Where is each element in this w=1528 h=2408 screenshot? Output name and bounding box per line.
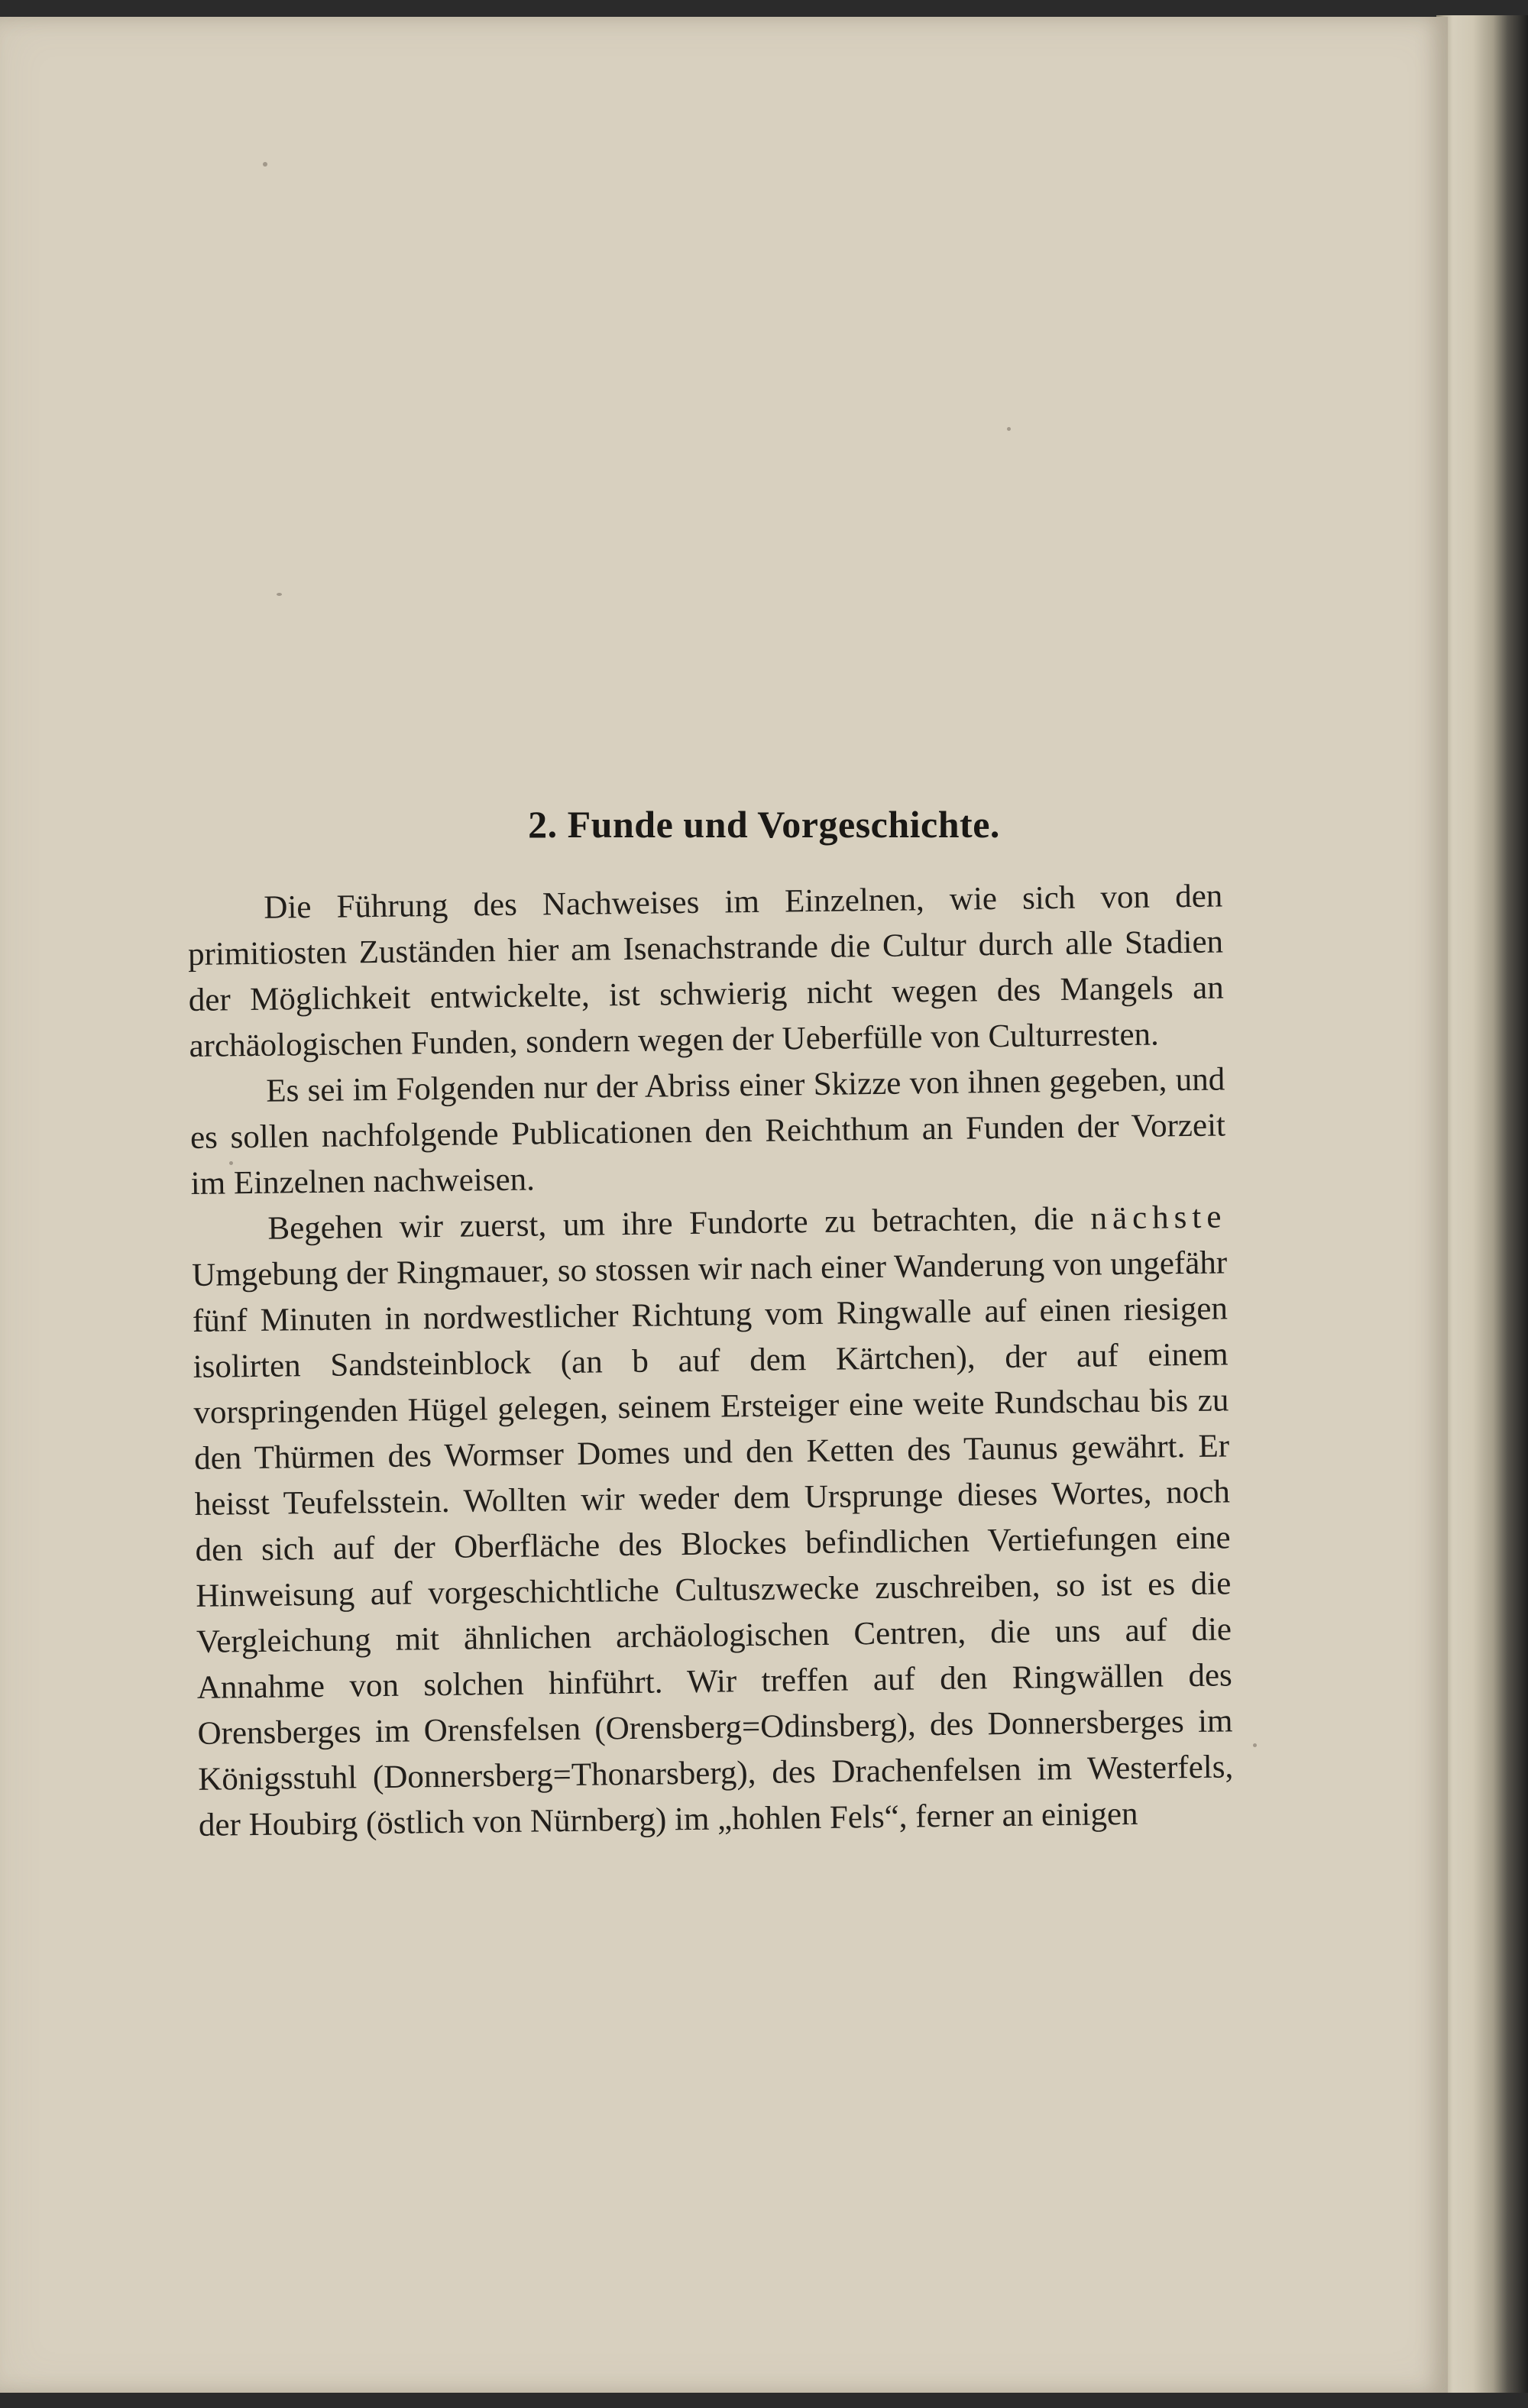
section-heading: 2. Funde und Vorgeschichte. <box>528 803 1000 846</box>
paper-speck <box>263 162 267 167</box>
body-text <box>187 873 1234 1848</box>
paragraph-3-start: Begehen wir zuerst, um ihre Fundorte zu betrachten, die <box>267 1200 1074 1247</box>
paper-speck <box>1007 427 1011 431</box>
spaced-emphasis: nächste <box>1090 1199 1227 1237</box>
paragraph-2: Es sei im Folgenden nur der Abriss einer Skizze von ihnen gegeben, und es sollen nachfolgende Publicationen den Reichthum an Funden der Vorzeit im Einzelnen nachweisen. <box>189 1061 1226 1202</box>
paper-speck <box>1253 1743 1257 1747</box>
paragraph-3 <box>191 1194 1234 1848</box>
paragraph-1: Die Führung des Nachweises im Einzelnen, wie sich von den primitiosten Zuständen hier am Isenachstrande die Cultur durch alle Stadien der Möglichkeit entwickelte, ist schwierig nicht wegen des Mangels an archäologischen Funden, sondern wegen der Ueberfülle von Culturresten. <box>187 878 1225 1064</box>
book-edge <box>1436 15 1528 2393</box>
paper-speck <box>277 593 282 596</box>
paragraph-3-rest: Umgebung der Ringmauer, so stossen wir nach einer Wanderung von ungefähr fünf Minuten in nordwestlicher Richtung vom Ringwalle auf einen riesigen isolirten Sandsteinblock (an b auf dem Kärtchen), der auf einem vorspringenden Hügel gelegen, seinem Ersteiger eine weite Rundschau bis zu den Thürmen des Wormser Domes und den Ketten des Taunus gewährt. Er heisst Teufelsstein. Wollten wir weder dem Ursprunge dieses Wortes, noch den sich auf der Oberfläche des Blockes befindlichen Vertiefungen eine Hinweisung auf vorgeschichtliche Cultuszwecke zuschreiben, so ist es die Vergleichung mit ähnlichen archäologischen Centren, die uns auf die Annahme von solchen hinführt. Wir treffen auf den Ringwällen des Orensberges im Orensfelsen (Orensberg=Odinsberg), des Donnersberges im Königsstuhl (Donnersberg=Thonarsberg), des Drachenfelsen im Westerfels, der Houbirg (östlich von Nürnberg) im „hohlen Fels“, ferner an einigen <box>191 1244 1234 1843</box>
